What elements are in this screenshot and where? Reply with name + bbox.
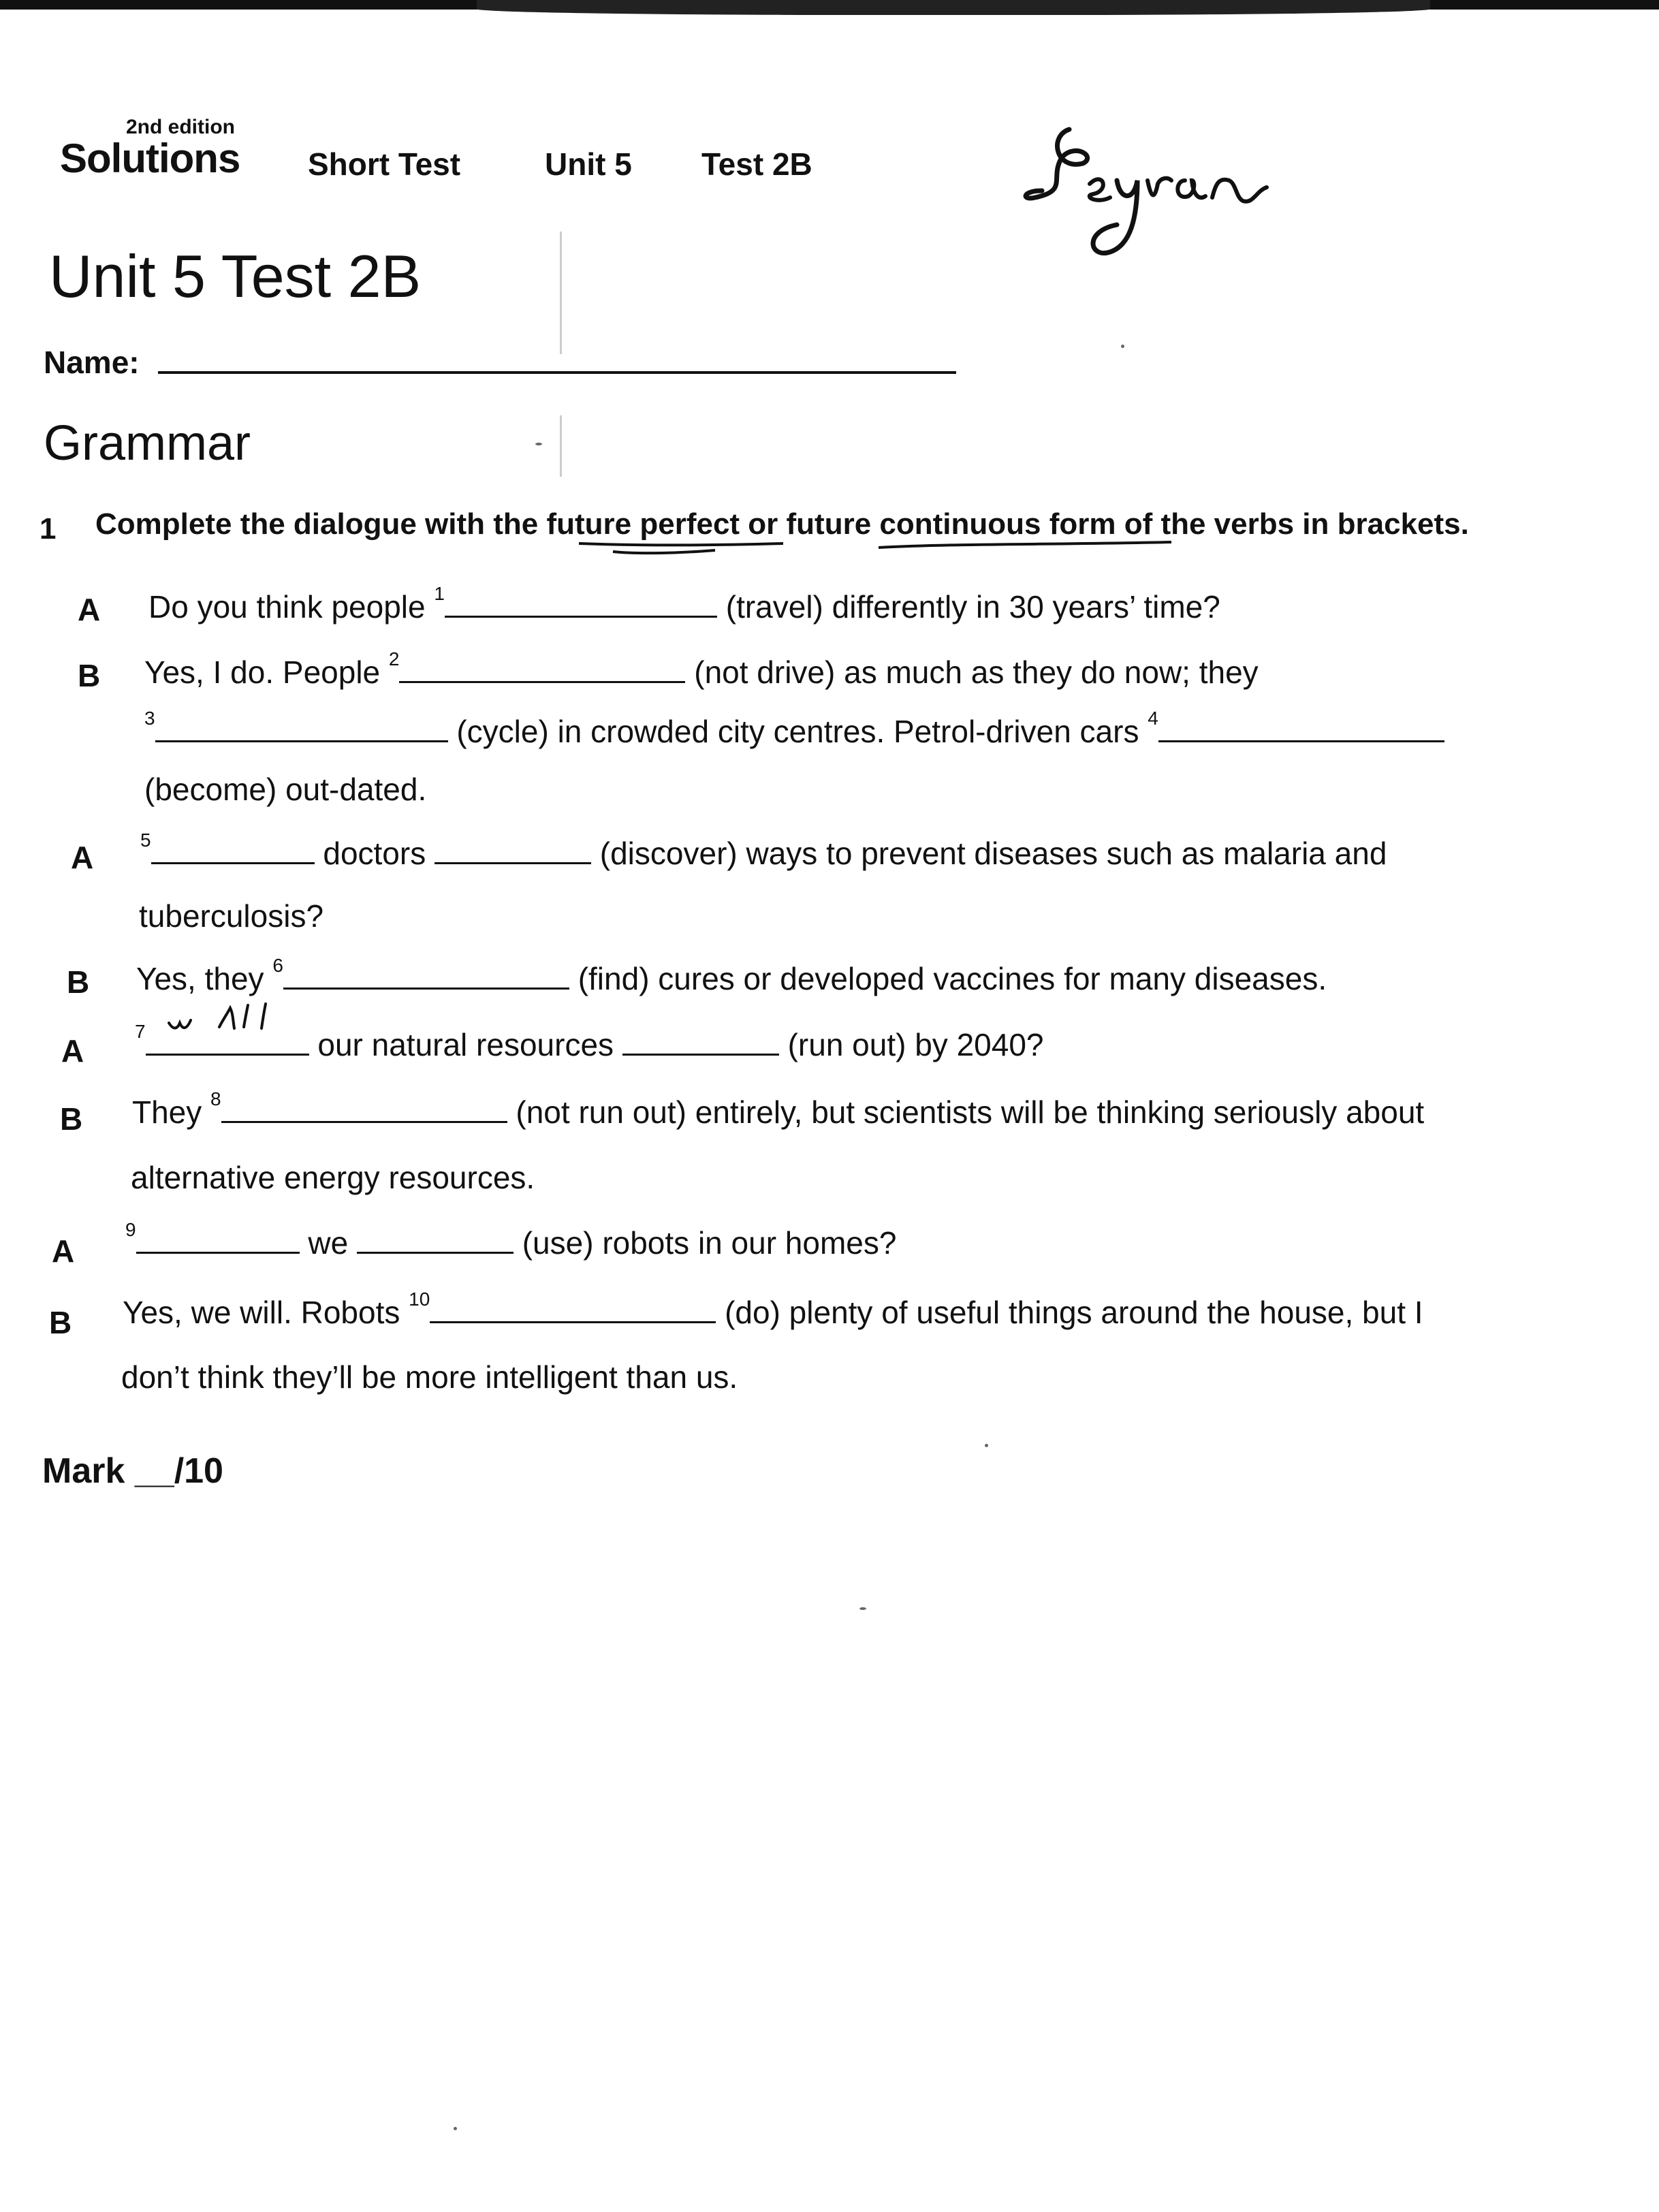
scan-speck: [1121, 345, 1124, 348]
gap-number: 6: [272, 955, 283, 976]
header-test: Test 2B: [701, 146, 812, 182]
brand-logo: Solutions: [60, 136, 240, 181]
line-text: Yes, they: [136, 961, 273, 996]
scan-speck: [454, 2127, 457, 2130]
gap-8-field[interactable]: [221, 1092, 507, 1123]
gap-3-field[interactable]: [155, 712, 448, 742]
gap-number: 3: [144, 708, 155, 729]
gap-9a-field[interactable]: [136, 1223, 300, 1254]
scan-edge-shadow: [477, 0, 1430, 15]
section-title: Grammar: [44, 416, 251, 471]
header-short-test: Short Test: [308, 146, 461, 182]
speaker-label: B: [78, 658, 101, 693]
gap-1-field[interactable]: [445, 587, 717, 618]
mark-score-field[interactable]: __: [134, 1451, 174, 1491]
gap-7b-field[interactable]: [622, 1025, 779, 1056]
line-text: doctors: [323, 836, 434, 871]
gap-number: 8: [210, 1088, 221, 1109]
line-text: (use) robots in our homes?: [522, 1225, 897, 1261]
gap-6-field[interactable]: [283, 959, 569, 990]
gap-5b-field[interactable]: [434, 834, 591, 864]
gap-number: 2: [388, 648, 400, 669]
gap-number: 10: [409, 1289, 430, 1310]
dialogue-line-3: [144, 708, 1444, 750]
gap-number: 5: [140, 830, 151, 851]
mark-total: [42, 1451, 223, 1491]
name-label: Name:: [44, 345, 140, 380]
line-text: (not run out) entirely, but scientists will be thinking seriously about: [516, 1094, 1425, 1130]
gap-4-field[interactable]: [1158, 712, 1444, 742]
gap-number: 4: [1148, 708, 1158, 729]
scan-speck: [859, 1607, 866, 1610]
line-text: (do) plenty of useful things around the house, but I: [725, 1295, 1423, 1330]
line-text: (run out) by 2040?: [787, 1027, 1044, 1062]
gap-number: 9: [125, 1219, 136, 1240]
gap-2-field[interactable]: [399, 652, 685, 683]
scan-mark-line: [560, 415, 562, 477]
scan-speck: [985, 1444, 988, 1447]
scan-speck: [535, 443, 542, 445]
gap-5a-field[interactable]: [151, 834, 315, 864]
speaker-label: B: [49, 1305, 72, 1340]
dialogue-line-6: tuberculosis?: [139, 898, 324, 934]
gap-10-field[interactable]: [430, 1293, 716, 1323]
dialogue-line-11: [125, 1219, 897, 1261]
line-text: Do you think people: [148, 589, 434, 625]
header-unit: Unit 5: [545, 146, 632, 182]
line-text: Yes, I do. People: [144, 654, 389, 690]
gap-number: 1: [434, 583, 445, 604]
question-number: 1: [40, 512, 57, 546]
dialogue-line-2: [144, 648, 1259, 691]
line-text: we: [308, 1225, 357, 1261]
edition-label: 2nd edition: [126, 116, 235, 138]
line-text: They: [132, 1094, 211, 1130]
line-text: (cycle) in crowded city centres. Petrol-driven cars: [456, 714, 1148, 749]
line-text: (travel) differently in 30 years’ time?: [725, 589, 1220, 625]
dialogue-line-5: [140, 830, 1387, 872]
speaker-label: B: [60, 1101, 83, 1137]
speaker-label: A: [71, 840, 94, 875]
mark-out-of: /10: [174, 1451, 223, 1491]
question-instruction: Complete the dialogue with the future perfect or future continuous form of the verbs in brackets.: [95, 507, 1469, 541]
line-text: (discover) ways to prevent diseases such as malaria and: [599, 836, 1387, 871]
line-text: (not drive) as much as they do now; they: [694, 654, 1259, 690]
handwritten-answer: [162, 1000, 285, 1047]
handwritten-signature: [1008, 116, 1294, 279]
line-text: Yes, we will. Robots: [123, 1295, 409, 1330]
gap-number: 7: [135, 1021, 146, 1042]
dialogue-line-10: alternative energy resources.: [131, 1160, 535, 1195]
page-title: Unit 5 Test 2B: [49, 242, 422, 310]
speaker-label: A: [52, 1233, 75, 1269]
line-text: our natural resources: [317, 1027, 622, 1062]
dialogue-line-13: don’t think they’ll be more intelligent than us.: [121, 1359, 738, 1395]
pen-underline: [572, 538, 1185, 565]
scan-mark-line: [560, 232, 562, 354]
dialogue-line-12: [123, 1289, 1423, 1331]
name-field[interactable]: [158, 371, 956, 374]
mark-label: Mark: [42, 1451, 135, 1491]
gap-9b-field[interactable]: [357, 1223, 514, 1254]
line-text: (find) cures or developed vaccines for many diseases.: [578, 961, 1327, 996]
speaker-label: B: [67, 964, 90, 1000]
dialogue-line-1: [148, 583, 1220, 625]
dialogue-line-4: (become) out-dated.: [144, 772, 427, 807]
speaker-label: A: [61, 1033, 84, 1069]
dialogue-line-9: [132, 1088, 1425, 1131]
dialogue-line-7: [136, 955, 1327, 997]
speaker-label: A: [78, 592, 101, 627]
